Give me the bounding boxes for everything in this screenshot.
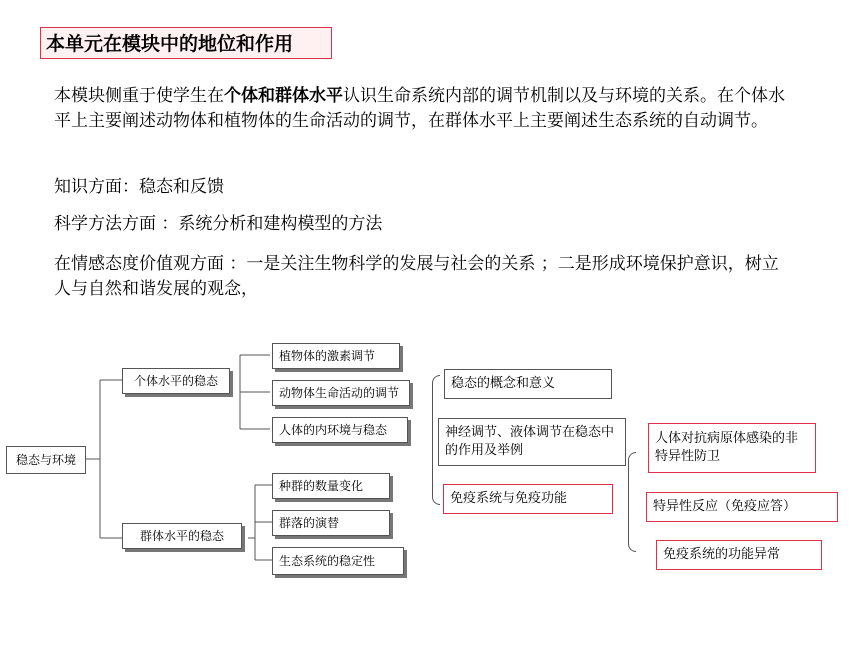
- node-individual-item: 植物体的激素调节: [272, 343, 400, 369]
- node-homeostasis-item: 免疫系统与免疫功能: [443, 484, 613, 514]
- node-group: 群体水平的稳态: [122, 523, 242, 549]
- node-group-item: 种群的数量变化: [272, 473, 390, 499]
- method-line: 科学方法方面 ：系统分析和建构模型的方法: [54, 214, 383, 234]
- node-root: 稳态与环境: [6, 446, 86, 474]
- page-title: 本单元在模块中的地位和作用: [46, 33, 294, 55]
- knowledge-line: 知识方面：稳态和反馈: [54, 177, 224, 197]
- attitude-paragraph: 在情感态度价值观方面 ：一是关注生物科学的发展与社会的关系 ；二是形成环境保护意识，树立人与自然和谐发展的观念，: [54, 254, 779, 299]
- immune-brace: [628, 452, 636, 552]
- node-individual-item: 人体的内环境与稳态: [272, 417, 408, 443]
- node-individual: 个体水平的稳态: [122, 368, 230, 394]
- node-group-item: 群落的演替: [272, 510, 390, 536]
- intro-suffix: 认识生命系统内部的调节机制以及与环境的关系。在个体水平上主要阐述动物体和植物体的生命活动的调节，在群体水平上主要阐述生态系统的自动调节。: [54, 86, 785, 131]
- node-homeostasis-item: 稳态的概念和意义: [444, 369, 612, 399]
- intro-bold: 个体和群体水平: [224, 86, 343, 106]
- node-homeostasis-item: 神经调节、液体调节在稳态中的作用及举例: [438, 418, 626, 466]
- node-immune-item: 人体对抗病原体感染的非特异性防卫: [648, 423, 816, 473]
- node-immune-item: 免疫系统的功能异常: [656, 540, 822, 570]
- intro-prefix: 本模块侧重于使学生在: [54, 86, 224, 106]
- node-immune-item: 特异性反应（免疫应答）: [646, 492, 838, 522]
- node-individual-item: 动物体生命活动的调节: [272, 380, 410, 406]
- node-group-item: 生态系统的稳定性: [272, 547, 404, 575]
